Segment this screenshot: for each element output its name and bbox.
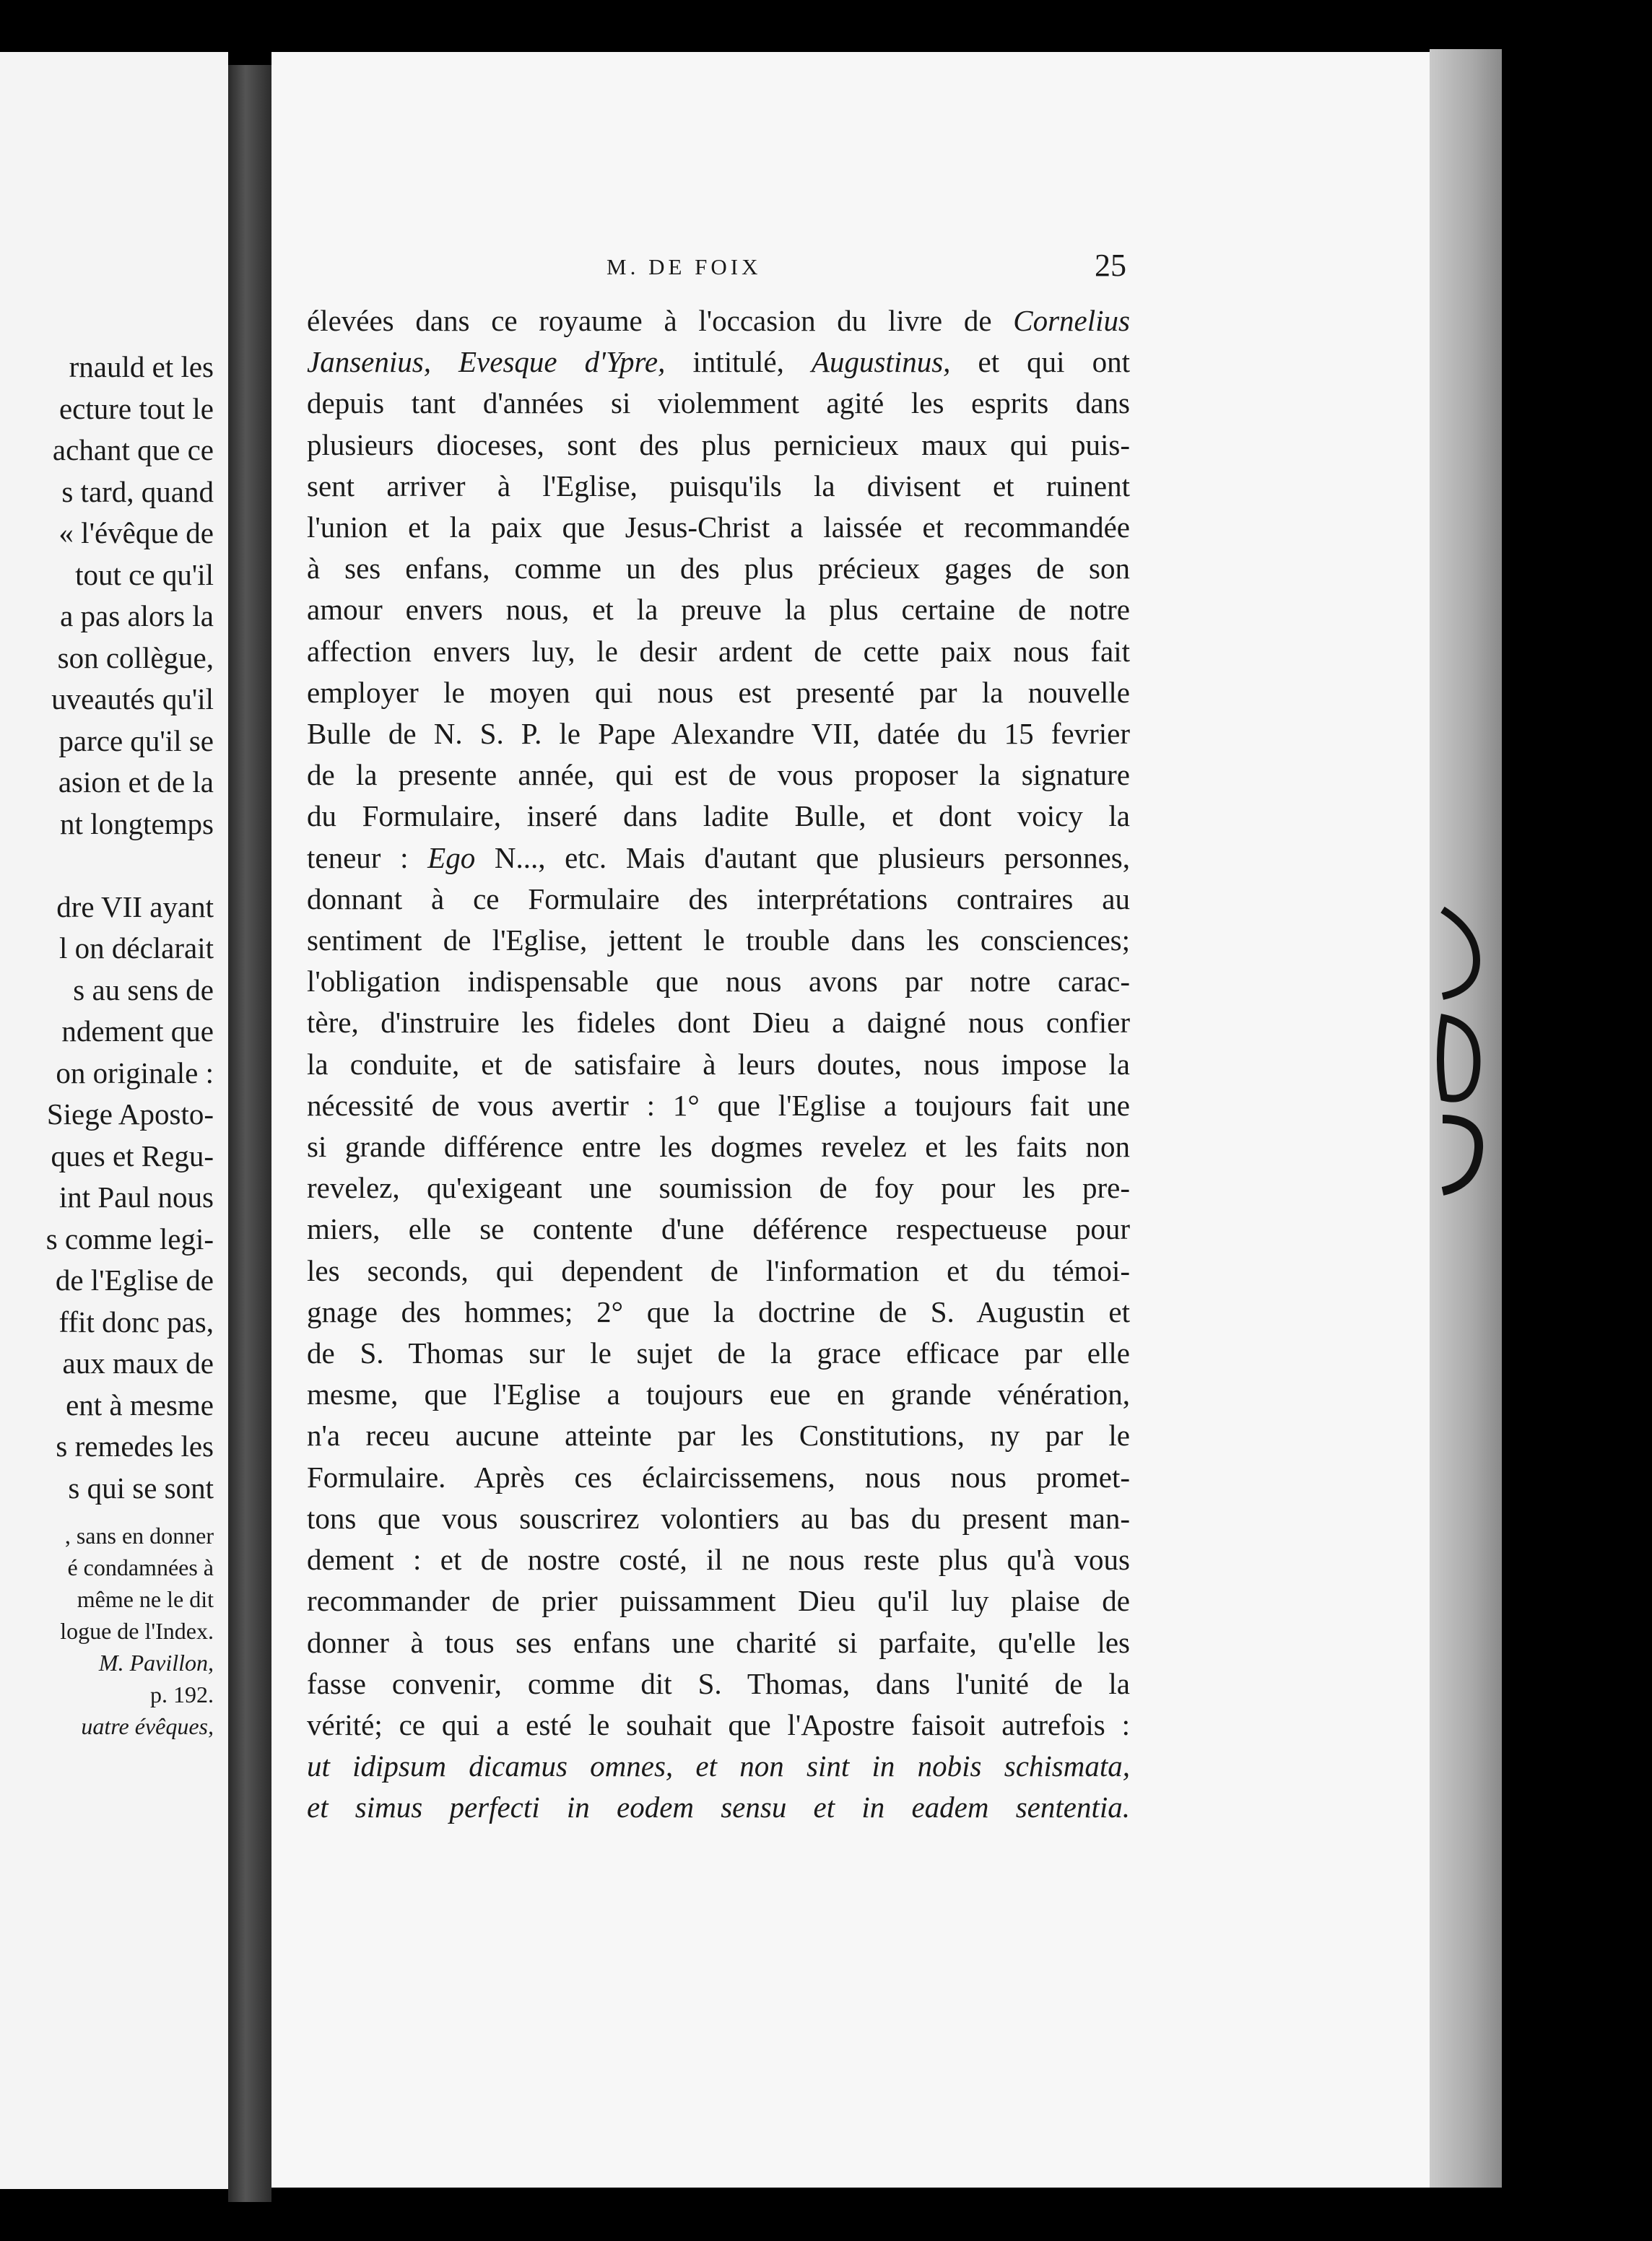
previous-page-line: tout ce qu'il — [75, 557, 214, 591]
previous-page-line: s remedes les — [56, 1430, 214, 1463]
text-line: dement : et de nostre costé, il ne nous reste plus qu'à vous — [307, 1543, 1130, 1577]
text-line: recommander de prier puissamment Dieu qu'il luy plaise de — [307, 1584, 1130, 1618]
previous-page-line: s tard, quand — [61, 474, 214, 508]
previous-page-footnote-line: M. Pavillon, — [98, 1650, 214, 1676]
previous-page-body — [0, 347, 214, 1509]
text-line: donner à tous ses enfans une charité si parfaite, qu'elle les — [307, 1625, 1130, 1659]
text-line: miers, elle se contente d'une déférence respectueuse pour — [307, 1212, 1130, 1246]
previous-page-line: ecture tout le — [58, 391, 214, 425]
previous-page-line: Siege Aposto- — [46, 1097, 214, 1131]
text-line: mesme, que l'Eglise a toujours eue en grande vénération, — [307, 1378, 1130, 1411]
previous-page-line: ent à mesme — [66, 1388, 214, 1422]
text-line: employer le moyen qui nous est presenté par la nouvelle — [307, 675, 1130, 709]
text-line: affection envers luy, le desir ardent de cette paix nous fait — [307, 634, 1130, 668]
text-line: la conduite, et de satisfaire à leurs doutes, nous impose la — [307, 1047, 1130, 1081]
text-line: sentiment de l'Eglise, jettent le trouble dans les consciences; — [307, 923, 1130, 957]
text-line: revelez, qu'exigeant une soumission de foy pour les pre- — [307, 1171, 1130, 1205]
text-line-latin-quote: et simus perfecti in eodem sensu et in eadem sententia. — [307, 1790, 1130, 1824]
text-line: de S. Thomas sur le sujet de la grace efficace par elle — [307, 1336, 1130, 1370]
previous-page-line: asion et de la — [58, 765, 214, 799]
previous-page-line: a pas alors la — [60, 599, 214, 632]
previous-page-line: uveautés qu'il — [51, 682, 214, 715]
text-line: nécessité de vous avertir : 1° que l'Eglise a toujours fait une — [307, 1088, 1130, 1122]
text-line: sent arriver à l'Eglise, puisqu'ils la divisent et ruinent — [307, 469, 1130, 502]
text-line: les seconds, qui dependent de l'information et du témoi- — [307, 1253, 1130, 1287]
previous-page-line: on originale : — [56, 1056, 214, 1089]
previous-page-line — [0, 845, 214, 887]
previous-page-footnote-line: logue de l'Index. — [60, 1618, 214, 1644]
previous-page-line: l on déclarait — [58, 931, 214, 965]
previous-page-line: int Paul nous — [58, 1180, 214, 1214]
text-line: n'a receu aucune atteinte par les Constitutions, ny par le — [307, 1419, 1130, 1453]
running-head: M. DE FOIX — [607, 254, 762, 279]
previous-page-line: s comme legi- — [45, 1222, 214, 1256]
previous-page-footnote-line: , sans en donner — [64, 1523, 214, 1549]
previous-page-line: aux maux de — [62, 1346, 214, 1380]
binding-mark — [1437, 902, 1487, 1206]
text-line: l'union et la paix que Jesus-Christ a laissée et recommandée — [307, 510, 1130, 544]
page-number: 25 — [1095, 248, 1126, 283]
previous-page-line: ffit donc pas, — [58, 1305, 214, 1339]
previous-page-footnote-line: même ne le dit — [77, 1586, 214, 1612]
body-text — [307, 300, 1130, 1829]
text-line-latin-quote: ut idipsum dicamus omnes, et non sint in nobis schismata, — [307, 1749, 1130, 1783]
previous-page-line: son collègue, — [57, 640, 214, 674]
text-line: Bulle de N. S. P. le Pape Alexandre VII, datée du 15 fevrier — [307, 717, 1130, 751]
previous-page-line: de l'Eglise de — [55, 1263, 214, 1297]
previous-page-line: « l'évêque de — [58, 516, 214, 549]
previous-page-footnote-line: p. 192. — [150, 1681, 214, 1707]
text-line: l'obligation indispensable que nous avons par notre carac- — [307, 965, 1130, 998]
previous-page-line: parce qu'il se — [58, 723, 214, 757]
book-gutter — [228, 65, 271, 2202]
previous-page-line: rnauld et les — [69, 350, 214, 383]
text-line: vérité; ce qui a esté le souhait que l'Apostre faisoit autrefois : — [307, 1707, 1130, 1741]
text-line: tère, d'instruire les fideles dont Dieu a daigné nous confier — [307, 1006, 1130, 1040]
previous-page-footnotes — [0, 1520, 214, 1742]
previous-page-line: dre VII ayant — [56, 889, 214, 923]
text-line: donnant à ce Formulaire des interprétations contraires au — [307, 882, 1130, 915]
previous-page-line: nt longtemps — [60, 806, 214, 840]
text-line: depuis tant d'années si violemment agité les esprits dans — [307, 386, 1130, 420]
previous-page — [0, 52, 228, 2189]
text-line: teneur : Ego N..., etc. Mais d'autant que plusieurs personnes, — [307, 840, 1130, 874]
text-line: fasse convenir, comme dit S. Thomas, dans l'unité de la — [307, 1666, 1130, 1700]
text-line: de la presente année, qui est de vous proposer la signature — [307, 758, 1130, 792]
text-line: du Formulaire, inseré dans ladite Bulle, et dont voicy la — [307, 799, 1130, 833]
previous-page-footnote-line: uatre évêques, — [81, 1713, 214, 1739]
text-line: Formulaire. Après ces éclaircissemens, nous nous promet- — [307, 1460, 1130, 1494]
text-line: plusieurs dioceses, sont des plus pernicieux maux qui puis- — [307, 427, 1130, 461]
text-line: si grande différence entre les dogmes revelez et les faits non — [307, 1130, 1130, 1164]
previous-page-line: s au sens de — [73, 972, 214, 1006]
text-line: tons que vous souscrirez volontiers au bas du present man- — [307, 1501, 1130, 1535]
text-line: à ses enfans, comme un des plus précieux gages de son — [307, 552, 1130, 586]
previous-page-line: ndement que — [61, 1014, 214, 1048]
text-line: amour envers nous, et la preuve la plus certaine de notre — [307, 593, 1130, 627]
previous-page-line: s qui se sont — [68, 1471, 214, 1505]
text-line: gnage des hommes; 2° que la doctrine de S. Augustin et — [307, 1294, 1130, 1328]
text-line: élevées dans ce royaume à l'occasion du livre de Cornelius — [307, 304, 1130, 337]
previous-page-line: achant que ce — [52, 433, 214, 466]
previous-page-footnote-line: é condamnées à — [67, 1554, 214, 1580]
text-line: Jansenius, Evesque d'Ypre, intitulé, Augustinus, et qui ont — [307, 345, 1131, 379]
previous-page-line: ques et Regu- — [51, 1139, 214, 1172]
